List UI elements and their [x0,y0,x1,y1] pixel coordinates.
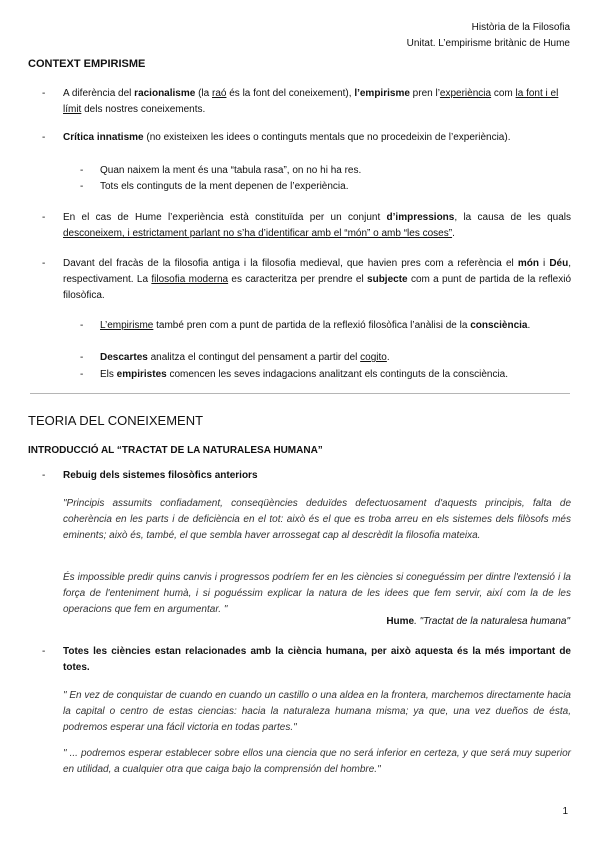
attribution-author: Hume [386,616,415,627]
point-heading-ciencies: Totes les ciències estan relacionades amb la ciència humana, per això aquesta és la més important de totes. [63,646,571,673]
sub-bullet-dash: - [80,181,84,192]
bullet-dash: - [42,646,46,657]
sub-item-empiristes: Els empiristes comencen les seves indagacions analitzant els continguts de la consciència. [100,369,509,380]
section-divider [30,393,570,394]
section-title-context: CONTEXT EMPIRISME [28,58,146,70]
sub-item-tabula-rasa: Quan naixem la ment és una “tabula rasa”, on no hi ha res. [100,165,362,176]
sub-bullet-dash: - [80,320,84,331]
page-number: 1 [562,806,568,817]
sub-item-descartes: Descartes analitza el contingut del pensament a partir del cogito. [100,352,390,363]
paragraph-racionalisme: A diferència del racionalisme (la raó és la font del coneixement), l’empirisme pren l’experiència com la font i el límit dels nostres coneixements. [63,88,559,115]
header-unit: Unitat. L’empirisme britànic de Hume [406,38,570,49]
subsection-title-tractat: INTRODUCCIÓ AL “TRACTAT DE LA NATURALESA HUMANA” [28,445,323,456]
quote-establecer-ciencia: " ... podremos esperar establecer sobre ellos una ciencia que no será inferior en certeza, y que será muy superior en utilidad, a cualquier otra que caiga bajo la comprensión del hombre." [63,748,571,775]
sub-bullet-dash: - [80,165,84,176]
bullet-dash: - [42,258,46,269]
quote-principis: "Principis assumits confiadament, conseqüències deduïdes defectuosament d'aquests principis, falta de coherència en les parts i de deficiència en el tot: això és el que es troba arreu en els sistemes dels filòsofs més eminents; això és, també, el que sembla haver arrossegat cap al descrèdit la filosofia mateixa. [63,498,571,541]
attribution-work: . "Tractat de la naturalesa humana" [414,616,570,627]
bullet-dash: - [42,470,46,481]
sub-bullet-dash: - [80,369,84,380]
sub-bullet-dash: - [80,352,84,363]
point-heading-rebuig: Rebuig dels sistemes filosòfics anteriors [63,470,258,481]
paragraph-innatisme: Crítica innatisme (no existeixen les idees o continguts mentals que no procedeixin de l’experiència). [63,132,511,143]
bullet-dash: - [42,132,46,143]
header [407,20,570,52]
bullet-dash: - [42,212,46,223]
quote-impossible-predir: És impossible predir quins canvis i progressos podríem fer en les ciències si coneguéssim per dintre l'extensió i la força de l'enteniment humà, i si poguéssim explicar la natura de les idees que fem servir, així com la de les operacions que fem en argumentar. " [63,572,571,615]
section-title-teoria: TEORIA DEL CONEIXEMENT [28,413,204,428]
paragraph-filosofia-moderna: Davant del fracàs de la filosofia antiga i la filosofia medieval, que havien pres com a referència el món i Déu, respectivament. La filosofia moderna es caracteritza per prendre el subjecte com a punt de partida de la reflexió filosòfica. [63,258,572,301]
quote-attribution [386,616,570,627]
sub-item-continguts: Tots els continguts de la ment depenen de l’experiència. [100,181,349,192]
header-course: Història de la Filosofia [471,22,570,33]
paragraph-impressions: En el cas de Hume l’experiència està constituïda per un conjunt d’impressions, la causa de les quals desconeixem, i estrictament parlant no s’ha d’identificar amb el “món” o amb “les coses”. [63,212,572,239]
bullet-dash: - [42,88,46,99]
quote-conquistar: " En vez de conquistar de cuando en cuando un castillo o una aldea en la frontera, marchemos directamente hacia la capital o centro de estas ciencias: hacia la naturaleza humana misma; ya que, una vez dueños de ésta, podremos esperar una fácil victoria en todas partes." [63,690,571,733]
sub-item-empirisme: L’empirisme també pren com a punt de partida de la reflexió filosòfica l’anàlisi de la consciència. [100,320,531,331]
